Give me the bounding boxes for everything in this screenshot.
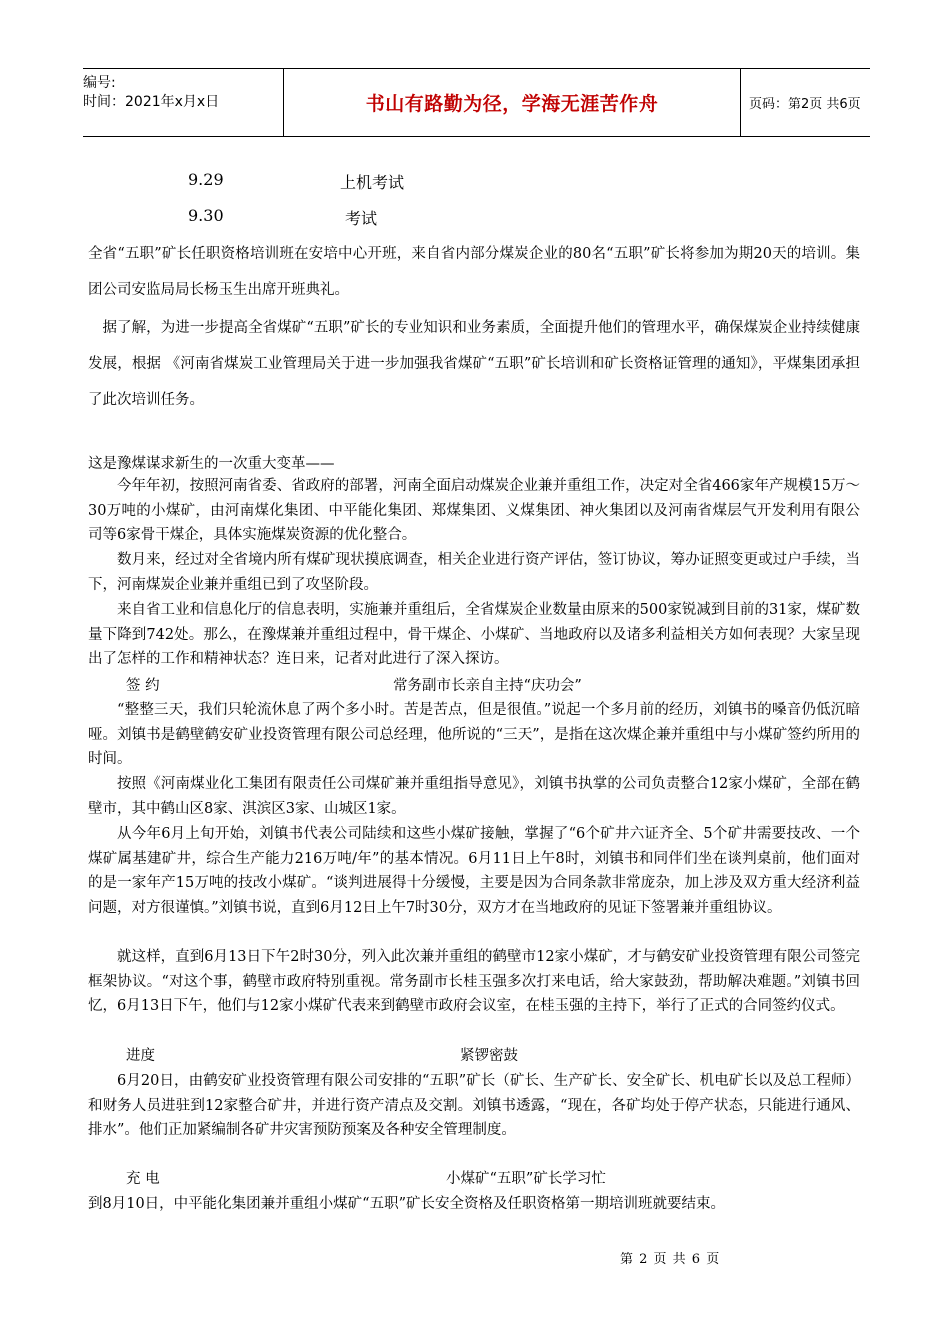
article-paragraph-9: 到8月10日，中平能化集团兼并重组小煤矿“五职”矿长安全资格及任职资格第一期培训班就要结束。	[88, 1196, 725, 1212]
section-title-signing: 常务副市长亲自主持“庆功会”	[393, 678, 582, 694]
section-label-signing: 签 约	[126, 678, 160, 694]
intro-paragraph-1: 全省“五职”矿长任职资格培训班在安培中心开班，来自省内部分煤炭企业的80名“五职”矿长将参加为期20天的培训。集团公司安监局局长杨玉生出席开班典礼。	[88, 246, 860, 298]
article-paragraph-5: 按照《河南煤业化工集团有限责任公司煤矿兼并重组指导意见》，刘镇书执掌的公司负责整合12家小煤矿，全部在鹤壁市，其中鹤山区8家、淇滨区3家、山城区1家。	[88, 776, 860, 817]
article-paragraph-3: 来自省工业和信息化厅的信息表明，实施兼并重组后，全省煤炭企业数量由原来的500家锐减到目前的31家，煤矿数量下降到742处。那么，在豫煤兼并重组过程中，骨干煤企、小煤矿、当地政府以及诸多利益相关方如何表现？大家呈现出了怎样的工作和精神状态？连日来，记者对此进行了深入探访。	[88, 602, 860, 667]
section-label-progress: 进度	[126, 1048, 155, 1064]
article-paragraph-1: 今年年初，按照河南省委、省政府的部署，河南全面启动煤炭企业兼并重组工作，决定对全省466家年产规模15万～30万吨的小煤矿，由河南煤化集团、中平能化集团、郑煤集团、义煤集团、神火集团以及河南省煤层气开发利用有限公司等6家骨干煤企，具体实施煤炭资源的优化整合。	[88, 478, 860, 543]
header-meta	[83, 69, 283, 141]
section-label-training: 充 电	[126, 1171, 160, 1187]
article-lead: 这是豫煤谋求新生的一次重大变革——	[88, 456, 335, 472]
time-label: 时间：2021年x月x日	[83, 94, 220, 110]
schedule-item-2: 考试	[345, 209, 378, 228]
article-paragraph-4: “整整三天，我们只轮流休息了两个多小时。苦是苦点，但是很值。”说起一个多月前的经历，刘镇书的嗓音仍低沉暗哑。刘镇书是鹤壁鹤安矿业投资管理有限公司总经理，他所说的“三天”，是指在这次煤企兼并重组中与小煤矿签约所用的时间。	[88, 702, 860, 767]
header-motto: 书山有路勤为径，学海无涯苦作舟	[365, 93, 659, 115]
page-footer: 第 2 页 共 6 页	[620, 1252, 721, 1267]
page-header	[83, 68, 870, 137]
header-motto-cell	[283, 69, 741, 136]
header-page-info: 页码：第2页 共6页	[749, 97, 861, 112]
section-title-training: 小煤矿“五职”矿长学习忙	[446, 1171, 606, 1187]
schedule-item-1: 上机考试	[340, 173, 405, 192]
article-paragraph-8: 6月20日，由鹤安矿业投资管理有限公司安排的“五职”矿长（矿长、生产矿长、安全矿长、机电矿长以及总工程师）和财务人员进驻到12家整合矿井，并进行资产清点及交割。刘镇书透露，“现在，各矿均处于停产状态，只能进行通风、排水”。他们正加紧编制各矿井灾害预防预案及各种安全管理制度。	[88, 1073, 860, 1138]
schedule-date-1: 9.29	[188, 170, 224, 189]
section-title-progress: 紧锣密鼓	[460, 1048, 518, 1064]
article-paragraph-6: 从今年6月上旬开始，刘镇书代表公司陆续和这些小煤矿接触，掌握了“6个矿井六证齐全、5个矿井需要技改、一个煤矿属基建矿井，综合生产能力216万吨/年”的基本情况。6月11日上午8时，刘镇书和同伴们坐在谈判桌前，他们面对的是一家年产15万吨的技改小煤矿。“谈判进展得十分缓慢，主要是因为合同条款非常庞杂，加上涉及双方重大经济利益问题，对方很谨慎。”刘镇书说，直到6月12日上午7时30分，双方才在当地政府的见证下签署兼并重组协议。	[88, 826, 860, 916]
article-paragraph-7: 就这样，直到6月13日下午2时30分，列入此次兼并重组的鹤壁市12家小煤矿，才与鹤安矿业投资管理有限公司签完框架协议。“对这个事，鹤壁市政府特别重视。常务副市长桂玉强多次打来电话，给大家鼓劲，帮助解决难题。”刘镇书回忆，6月13日下午，他们与12家小煤矿代表来到鹤壁市政府会议室，在桂玉强的主持下，举行了正式的合同签约仪式。	[88, 949, 860, 1014]
schedule-date-2: 9.30	[188, 206, 224, 225]
intro-paragraph-2: 据了解，为进一步提高全省煤矿“五职”矿长的专业知识和业务素质，全面提升他们的管理水平，确保煤炭企业持续健康发展，根据 《河南省煤炭工业管理局关于进一步加强我省煤矿“五职”矿长培训和矿长资格证管理的通知》，平煤集团承担了此次培训任务。	[88, 320, 860, 408]
article-paragraph-2: 数月来，经过对全省境内所有煤矿现状摸底调查，相关企业进行资产评估，签订协议，筹办证照变更或过户手续，当下，河南煤炭企业兼并重组已到了攻坚阶段。	[88, 552, 860, 593]
number-label: 编号:	[83, 75, 116, 91]
